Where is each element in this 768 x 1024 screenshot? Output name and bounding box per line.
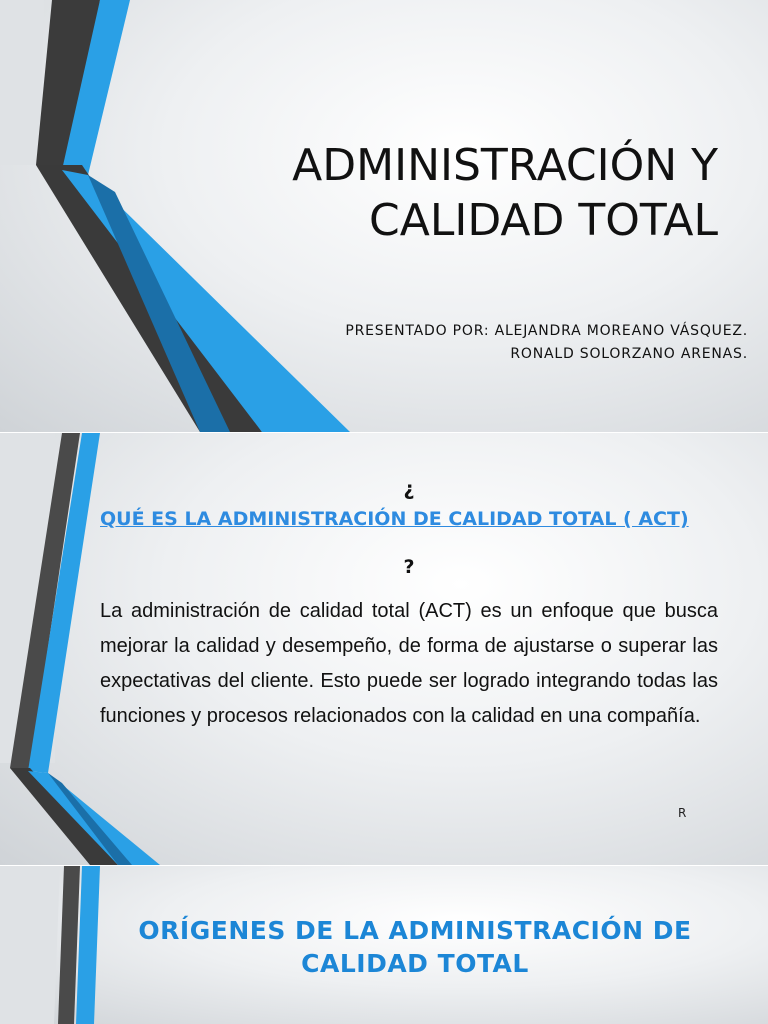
presenter-block [300, 320, 748, 366]
presenter-line-2: RONALD SOLORZANO ARENAS. [510, 346, 748, 362]
slide-title-text: ADMINISTRACIÓN Y CALIDAD TOTAL [292, 140, 718, 246]
question-open-mark: ¿ [403, 478, 415, 500]
presenter-line: PRESENTADO POR: ALEJANDRA MOREANO VÁSQUEZ. [345, 323, 748, 339]
question-close-mark: ? [403, 556, 415, 578]
origins-heading: ORÍGENES DE LA ADMINISTRACIÓN DE CALIDAD TOTAL [138, 916, 692, 978]
slide-title [0, 0, 768, 432]
corner-mark: R [678, 806, 687, 820]
definition-paragraph: La administración de calidad total (ACT) es un enfoque que busca mejorar la calidad y desempeño, de forma de ajustarse o superar las expectativas del cliente. Esto puede ser logrado integrando todas las funciones y procesos relacionados con la calidad en una compañía. [100, 600, 718, 727]
question-link[interactable]: QUÉ ES LA ADMINISTRACIÓN DE CALIDAD TOTAL ( ACT) [100, 508, 689, 530]
